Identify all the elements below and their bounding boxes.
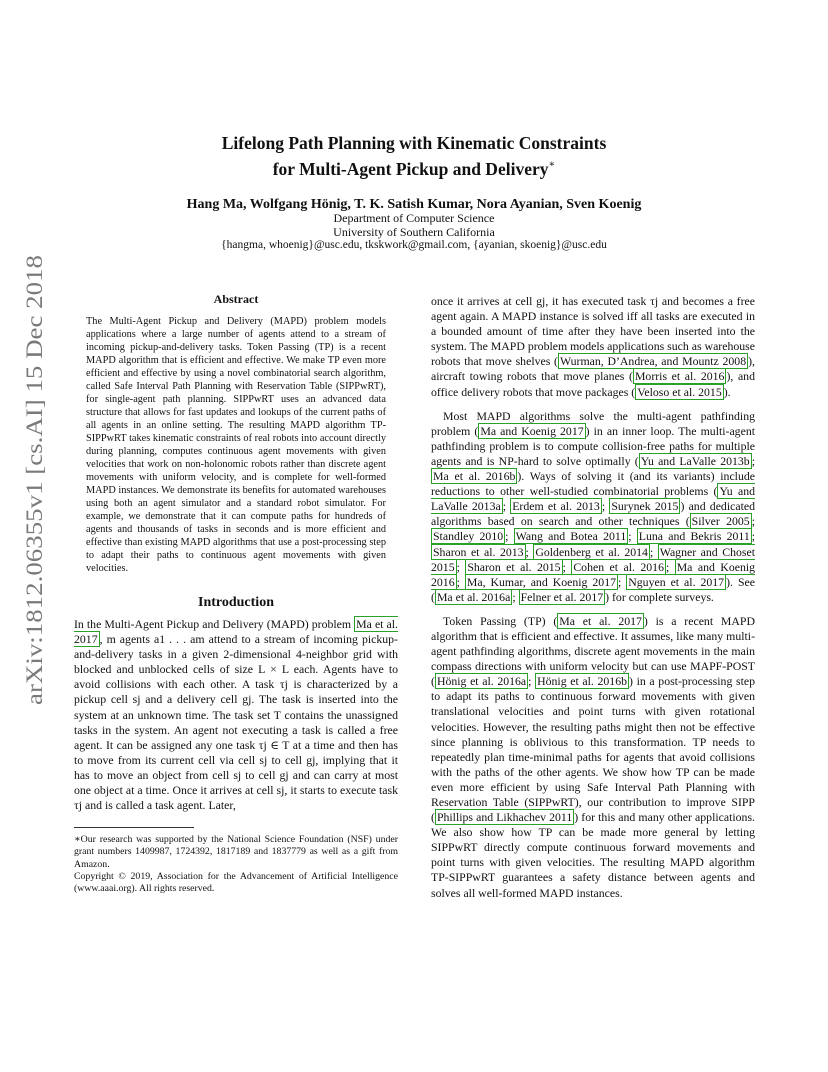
funding-footnote: ∗Our research was supported by the National Science Foundation (NSF) under grant numbers 1409987, 1724392, 1817189 and 1837779 as well as a gift from Amazon. bbox=[74, 834, 398, 870]
paper-title bbox=[100, 132, 728, 180]
author-list: Hang Ma, Wolfgang Hönig, T. K. Satish Kumar, Nora Ayanian, Sven Koenig bbox=[186, 197, 642, 212]
citation-link[interactable]: Nguyen et al. 2017 bbox=[628, 574, 725, 589]
citation-link[interactable]: Ma et al. 2017 bbox=[559, 613, 642, 628]
citation-link[interactable]: Ma et al. 2016b bbox=[433, 469, 516, 484]
citation-link[interactable]: Sharon et al. 2013 bbox=[433, 544, 524, 559]
paragraph-related-work: Most MAPD algorithms solve the multi-agent pathfinding problem ( Ma and Koenig 2017 ) in an inner loop. The multi-agent pathfinding problem is to compute collision-free paths for multiple agents and is NP-hard to solve optimally ( Yu and LaValle 2013b ; Ma et al. 2016b ). Ways of solving it (and its variants) include reductions to other well-studied combinatorial problems ( Yu and LaValle 2013a ; Erdem et al. 2013 ; Surynek 2015 ) and dedicated algorithms based on search and other techniques ( Silver 2005 ; Standley 2010 ; Wang and Botea 2011 ; Luna and Bekris 2011 ; Sharon et al. 2013 ; Goldenberg et al. 2014 ; Wagner and Choset 2015 ; Sharon et al. 2015 ; Cohen et al. 2016 ; Ma and Koenig 2016 ; Ma, Kumar, and Koenig 2017 ; Nguyen et al. 2017 ). See ( Ma et al. 2016a ; Felner et al. 2017 ) for complete surveys. bbox=[431, 408, 756, 604]
citation-link[interactable]: Hönig et al. 2016b bbox=[537, 674, 628, 689]
department: Department of Computer Science bbox=[333, 211, 495, 225]
citation-link[interactable]: Ma and Koenig 2016 bbox=[431, 559, 756, 589]
abstract-heading: Abstract bbox=[213, 292, 259, 306]
arxiv-identifier bbox=[14, 250, 50, 710]
university: University of Southern California bbox=[333, 224, 495, 239]
citation-link[interactable]: Standley 2010 bbox=[433, 529, 504, 544]
citation-link[interactable]: Wagner and Choset 2015 bbox=[431, 544, 755, 574]
intro-paragraph: In the Multi-Agent Pickup and Delivery (MAPD) problem Ma et al. 2017 , m agents a1 . . . am attend to a stream of incoming pickup-and-delivery tasks in a given 2-dimensional 4-neighbor grid with blocked and unblocked cells of size L × L each. Agents have to avoid collisions with each other. A task τj is characterized by a pickup cell sj and a delivery cell gj. The task is inserted into the system at an unknown time. The task set T contains the unassigned tasks in the system. An agent not executing a task is called a free agent. It can be assigned any one task τj ∈ T at a time and then has to move from its current cell via cell sj to cell gj, implying that it has to move an object from cell sj to cell gj and can carry at most one object at a time. Once it arrives at cell sj, it starts to execute task τj and is called a task agent. Later, bbox=[74, 617, 398, 813]
copyright-notice: Copyright © 2019, Association for the Advancement of Artificial Intelligence (www.aaai.org). All rights reserved. bbox=[74, 870, 398, 895]
citation-link[interactable]: Luna and Bekris 2011 bbox=[638, 529, 750, 544]
citation-link[interactable]: Veloso et al. 2015 bbox=[637, 384, 722, 399]
citation-link[interactable]: Wang and Botea 2011 bbox=[515, 529, 627, 544]
citation-link[interactable]: Surynek 2015 bbox=[611, 499, 679, 514]
abstract-text: The Multi-Agent Pickup and Delivery (MAPD) problem models applications where a large number of agents attend to a stream of incoming pickup-and-delivery tasks. Token Passing (TP) is a recent MAPD algorithm that is efficient and effective. We make TP even more efficient and effective by using a novel combinatorial search algorithm, called Safe Interval Path Planning with Reservation Table (SIPPwRT), for single-agent path planning. SIPPwRT uses an advanced data structure that allows for fast updates and lookups of the current paths of all agents in an online setting. The resulting MAPD algorithm TP-SIPPwRT takes kinematic constraints of real robots into account directly during planning, computes continuous agent movements with given velocities that work on non-holonomic robots rather than discrete agent movements with uniform velocity, and is complete for well-formed MAPD instances. We demonstrate its benefits for automated warehouses using both an agent simulator and a standard robot simulator. For example, we demonstrate that it can compute paths for hundreds of agents and thousands of tasks in seconds and is more efficient and effective than existing MAPD algorithms that use a post-processing step to adapt their paths to continuous agent movements with given velocities. bbox=[86, 316, 386, 574]
arxiv-id-text: arXiv:1812.06355v1 [cs.AI] 15 Dec 2018 bbox=[22, 320, 47, 705]
citation-link[interactable]: Goldenberg et al. 2014 bbox=[535, 544, 648, 559]
citation-link[interactable]: Felner et al. 2017 bbox=[520, 589, 604, 604]
citation-link[interactable]: Ma, Kumar, and Koenig 2017 bbox=[466, 574, 616, 589]
citation-link[interactable]: Yu and LaValle 2013b bbox=[640, 453, 750, 468]
citation-link[interactable]: Ma et al. 2017 bbox=[74, 617, 398, 647]
title-line-2: for Multi-Agent Pickup and Delivery bbox=[272, 159, 549, 179]
left-column bbox=[74, 292, 398, 895]
title-line-1: Lifelong Path Planning with Kinematic Constraints bbox=[221, 133, 607, 153]
citation-link[interactable]: Ma and Koenig 2017 bbox=[480, 423, 584, 438]
title-footnote-mark: ∗ bbox=[548, 159, 556, 170]
paragraph-token-passing: Token Passing (TP) ( Ma et al. 2017 ) is a recent MAPD algorithm that is efficient and effective. It assumes, like many multi-agent pathfinding algorithms, discrete agent movements in the main compass directions with uniform velocity but can use MAPF-POST ( Hönig et al. 2016a ; Hönig et al. 2016b ) in a post-processing step to adapt its paths to continuous forward movements with given translational velocities and point turns with given rotational velocities. However, the resulting paths might then not be effective since planning is oblivious to this transformation. TP needs to repeatedly plan time-minimal paths for agents that avoid collisions with the paths of the other agents. We show how TP can be made even more efficient by using Safe Interval Path Planning with Reservation Table (SIPPwRT), our contribution to improve SIPP ( Phillips and Likhachev 2011 ) for this and many other applications. We also show how TP can be made more general by letting SIPPwRT directly compute continuous forward movements and point turns with given velocities. The resulting MAPD algorithm TP-SIPPwRT guarantees a safety distance between agents and solves all well-formed MAPD instances. bbox=[431, 613, 755, 900]
author-emails: {hangma, whoenig}@usc.edu, tkskwork@gmail.com, {ayanian, skoenig}@usc.edu bbox=[221, 239, 607, 251]
citation-link[interactable]: Wurman, D’Andrea, and Mountz 2008 bbox=[559, 354, 747, 369]
introduction-heading: Introduction bbox=[198, 595, 274, 610]
affiliation-block bbox=[100, 212, 728, 253]
citation-link[interactable]: Phillips and Likhachev 2011 bbox=[436, 810, 573, 825]
citation-link[interactable]: Ma et al. 2016a bbox=[436, 589, 511, 604]
citation-link[interactable]: Morris et al. 2016 bbox=[634, 369, 725, 384]
citation-link[interactable]: Cohen et al. 2016 bbox=[573, 559, 664, 574]
paragraph-mapd-definition: once it arrives at cell gj, it has executed task τj and becomes a free agent again. A MAPD instance is solved iff all tasks are executed in a bounded amount of time after they have been inserted into the system. The MAPD problem models applications such as warehouse robots that move shelves ( Wurman, D’Andrea, and Mountz 2008 ), aircraft towing robots that move planes ( Morris et al. 2016 ), and office delivery robots that move packages ( Veloso et al. 2015 ). bbox=[431, 294, 755, 399]
footnote-divider bbox=[74, 827, 194, 828]
citation-link[interactable]: Sharon et al. 2015 bbox=[467, 559, 561, 574]
citation-link[interactable]: Hönig et al. 2016a bbox=[436, 674, 527, 689]
citation-link[interactable]: Silver 2005 bbox=[691, 514, 750, 529]
citation-link[interactable]: Yu and LaValle 2013a bbox=[431, 484, 756, 514]
right-column bbox=[431, 294, 755, 901]
citation-link[interactable]: Erdem et al. 2013 bbox=[512, 499, 600, 514]
